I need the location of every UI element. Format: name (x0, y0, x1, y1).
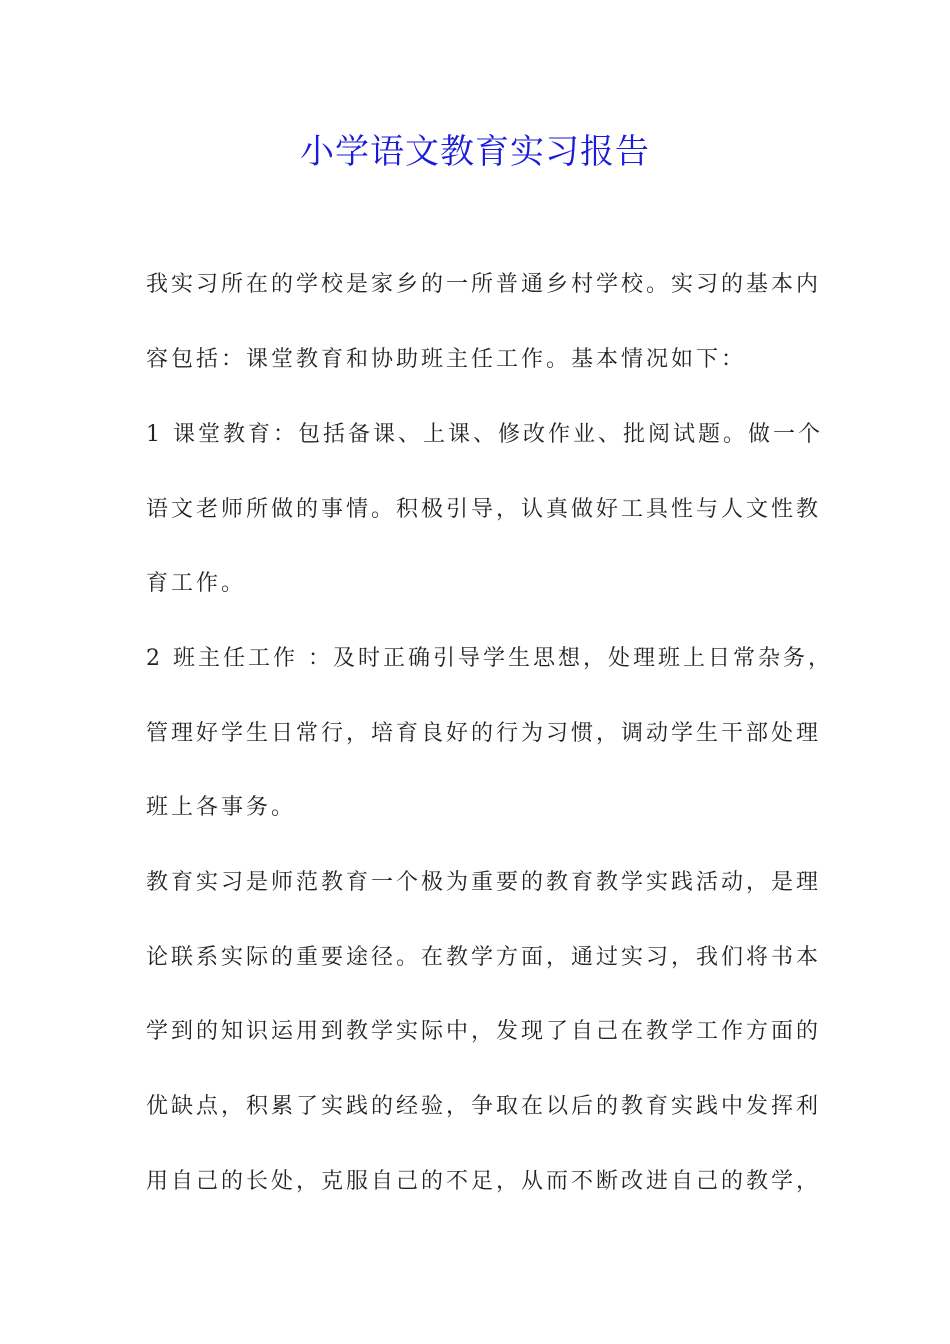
body-line: 容包括：课堂教育和协助班主任工作。基本情况如下： (146, 347, 747, 372)
body-line: 班上各事务。 (146, 795, 297, 820)
body-line: 优缺点，积累了实践的经验，争取在以后的教育实践中发挥利 (146, 1094, 822, 1119)
body-line: 育工作。 (146, 571, 247, 596)
document-title: 小学语文教育实习报告 (300, 132, 650, 172)
body-line: 用自己的长处，克服自己的不足，从而不断改进自己的教学， (146, 1169, 822, 1194)
body-line: 我实习所在的学校是家乡的一所普通乡村学校。实习的基本内 (146, 272, 822, 297)
body-line: 学到的知识运用到教学实际中，发现了自己在教学工作方面的 (146, 1019, 822, 1044)
body-line: 1 课堂教育：包括备课、上课、修改作业、批阅试题。做一个 (146, 422, 823, 447)
body-line: 论联系实际的重要途径。在教学方面，通过实习，我们将书本 (146, 945, 822, 970)
body-line: 2 班主任工作 ：及时正确引导学生思想，处理班上日常杂务， (146, 646, 833, 671)
body-line: 管理好学生日常行，培育良好的行为习惯，调动学生干部处理 (146, 721, 822, 746)
body-line: 语文老师所做的事情。积极引导，认真做好工具性与人文性教 (146, 497, 822, 522)
body-line: 教育实习是师范教育一个极为重要的教育教学实践活动，是理 (146, 870, 822, 895)
